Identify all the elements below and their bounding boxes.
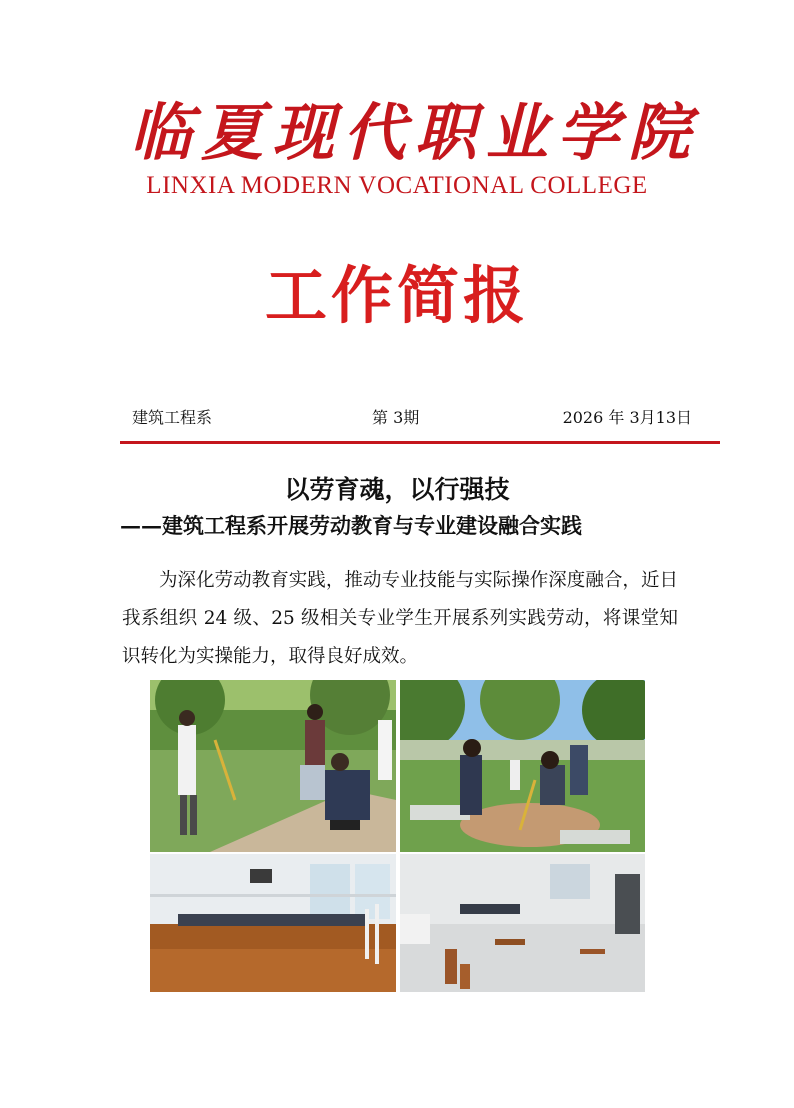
brief-title: 工作简报 [264, 259, 529, 332]
department-label: 建筑工程系 [132, 408, 213, 427]
photo-collage [150, 680, 645, 992]
issue-date: 2026 年 3月13日 [562, 408, 692, 427]
logo-char: 夏 [201, 96, 264, 169]
logo-char: 现 [272, 96, 335, 169]
logo-char: 学 [556, 96, 619, 169]
article-paragraph: 为深化劳动教育实践，推动专业技能与实际操作深度融合，近日我系组织 24 级、25 级相关专业学生开展系列实践劳动，将课堂知识转化为实操能力，取得良好成效。 [122, 570, 678, 667]
college-logo-chinese [130, 96, 690, 170]
logo-char: 代 [343, 96, 406, 169]
logo-char: 院 [627, 96, 690, 169]
logo-char: 临 [130, 96, 193, 169]
article-subhead: ——建筑工程系开展劳动教育与专业建设融合实践 [120, 513, 582, 538]
photo-outdoor-digging [400, 680, 645, 852]
logo-char: 业 [485, 96, 548, 169]
issue-number: 第 3期 [372, 408, 420, 427]
photo-indoor-wood-floor [150, 854, 396, 992]
header-divider [120, 441, 720, 444]
article-headline: 以劳育魂，以行强技 [284, 475, 510, 504]
photo-indoor-laying-floor [400, 854, 645, 992]
logo-char: 职 [414, 96, 477, 169]
issue-meta-row [120, 405, 720, 431]
college-logo-english: LINXIA MODERN VOCATIONAL COLLEGE [146, 172, 648, 199]
photo-outdoor-measuring [150, 680, 396, 852]
